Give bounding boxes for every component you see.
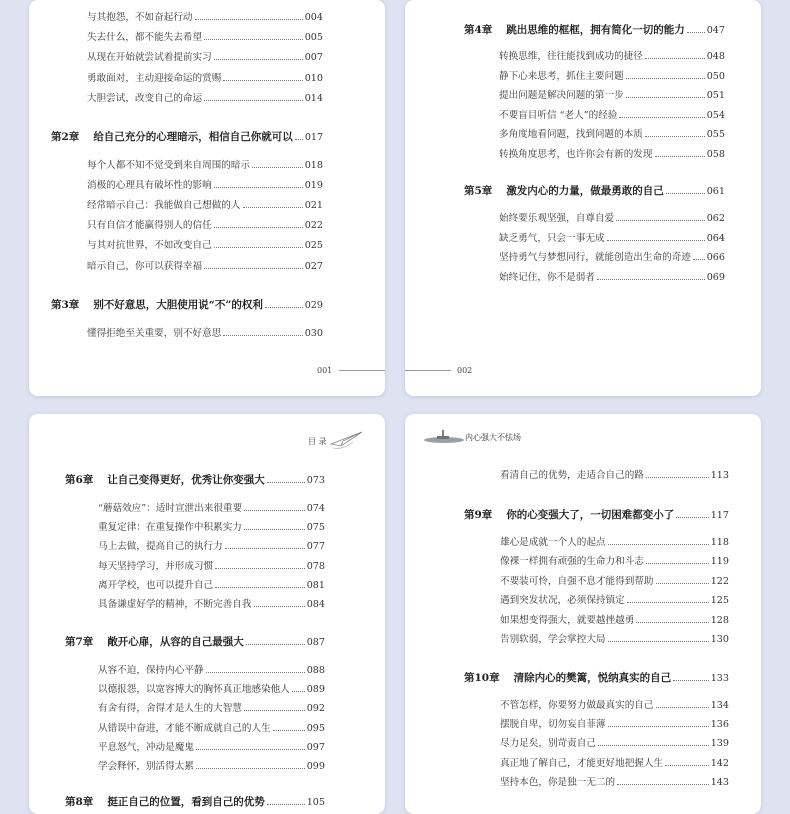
leader-dots [676,517,708,518]
entry-title: 转换角度思考，也许你会有新的发现 [499,149,653,160]
entry-page-number: 010 [304,72,323,84]
chapter-heading [464,22,725,37]
entry-page-number: 084 [306,599,325,610]
entry-page-number: 055 [706,129,725,141]
toc-entry [500,774,729,788]
toc-entry [98,596,325,610]
leader-dots [616,220,705,221]
entry-title: 如果想变得强大，就要越挫越勇 [500,614,635,626]
leader-dots [246,644,305,645]
leader-dots [195,19,303,20]
leader-dots [645,136,705,137]
entry-title: 懂得拒绝至关重要，别不好意思 [87,328,222,339]
entry-page-number: 050 [706,70,725,82]
toc-entry [87,217,323,231]
chapter-title: 给自己充分的心理暗示，相信自己你就可以 [93,131,293,143]
toc-entry [499,146,725,160]
chapter-page-number: 017 [304,132,324,143]
leader-dots [655,156,705,157]
entry-page-number: 081 [306,579,325,591]
entry-page-number: 027 [304,260,323,272]
leader-dots [645,58,705,59]
entry-page-number: 119 [710,556,729,568]
folio-rule [339,370,385,371]
toc-entry [98,720,325,734]
chapter-number: 第7章 [65,636,94,648]
toc-entry [500,612,729,626]
entry-page-number: 143 [710,776,729,788]
entry-page-number: 136 [710,719,729,731]
entry-title: 雄心是成就一个人的起点 [500,537,606,548]
entry-page-number: 118 [710,537,729,548]
leader-dots [196,749,305,750]
entry-page-number: 139 [710,738,729,750]
toc-entry [499,249,725,263]
leader-dots [665,765,709,766]
leader-dots [204,268,303,269]
toc-page-1 [29,0,385,396]
leader-dots [267,804,305,805]
leader-dots [273,730,305,731]
chapter-number: 第8章 [65,796,94,808]
entry-page-number: 054 [706,109,725,121]
entry-title: 不要装可怜，自强不息才能得到帮助 [500,575,654,587]
entry-title: 勇敢面对，主动迎接命运的赏赐 [87,72,222,84]
leader-dots [646,563,709,564]
toc-entry [500,716,729,730]
toc-entry [87,237,323,251]
leader-dots [225,548,305,549]
leader-dots [252,167,303,168]
entry-page-number: 075 [306,522,325,534]
chapter-title: 别不好意思，大胆使用说“不”的权利 [93,299,263,311]
toc-entry [500,735,729,749]
entry-page-number: 142 [710,757,729,769]
entry-title: 不管怎样，你要努力做最真实的自己 [500,700,654,711]
toc-entry [499,87,725,101]
leader-dots [214,187,303,188]
toc-entry [98,558,325,572]
entry-title: 不要盲目听信 “老人”的经验 [499,109,618,121]
entry-title: “蘑菇效应”：适时宣泄出来很重要 [98,503,243,514]
ship-icon [423,428,465,444]
entry-page-number: 048 [706,51,725,62]
entry-title: 重复定律：在重复操作中积累实力 [98,522,242,534]
entry-title: 失去什么，都不能失去希望 [87,32,203,44]
chapter-page-number: 133 [710,673,729,684]
toc-entry [499,107,725,121]
chapter-page-number: 105 [306,797,325,808]
chapter-page-number: 061 [706,186,725,197]
leader-dots [244,710,305,711]
chapter-number: 第5章 [464,185,493,197]
leader-dots [204,100,303,101]
entry-page-number: 134 [710,700,729,711]
chapter-heading [464,670,729,685]
entry-page-number: 030 [304,328,323,339]
entry-title: 具备谦虚好学的精神，不断完善自我 [98,599,252,610]
entry-title: 大胆尝试，改变自己的命运 [87,92,203,104]
chapter-heading [464,507,729,522]
chapter-title: 跳出思维的框框，拥有简化一切的能力 [506,24,685,36]
entry-title: 告别软弱，学会掌控大局 [500,634,606,645]
leader-dots [196,768,305,769]
toc-entry [499,210,725,224]
entry-page-number: 022 [304,220,323,232]
chapter-page-number: 087 [306,637,325,648]
leader-dots [292,691,305,692]
chapter-page-number: 073 [306,475,325,486]
leader-dots [214,59,303,60]
entry-title: 坚持本色，你是独一无二的 [500,776,616,788]
entry-page-number: 014 [304,92,323,104]
toc-entry [87,49,323,63]
leader-dots [597,279,705,280]
chapter-page-number: 117 [710,510,729,521]
entry-page-number: 089 [306,684,325,696]
chapter-title: 激发内心的力量，做最勇敢的自己 [506,185,664,197]
leader-dots [215,587,305,588]
chapter-number: 第9章 [464,509,493,521]
entry-title: 从容不迫，保持内心平静 [98,665,204,676]
chapter-number: 第3章 [51,299,80,311]
toc-entry [98,500,325,514]
leader-dots [608,726,709,727]
entry-title: 离开学校，也可以提升自己 [98,579,214,591]
entry-page-number: 069 [706,271,725,283]
toc-entry [500,697,729,711]
toc-entry [499,230,725,244]
entry-page-number: 066 [706,252,725,263]
entry-page-number: 128 [710,614,729,626]
entry-title: 只有自信才能赢得别人的信任 [87,220,212,232]
chapter-title: 挺正自己的位置，看到自己的优势 [107,796,265,808]
page-number: 001 [317,366,333,375]
leader-dots [214,247,303,248]
entry-page-number: 025 [304,240,323,252]
toc-entry [87,197,323,211]
entry-page-number: 064 [706,232,725,244]
entry-page-number: 077 [306,541,325,553]
chapter-title: 清除内心的樊篱，悦纳真实的自己 [513,672,672,684]
toc-entry [98,519,325,533]
leader-dots [223,335,302,336]
toc-entry [87,70,323,84]
page-number: 002 [457,366,473,375]
toc-entry [500,553,729,567]
leader-dots [265,307,303,308]
chapter-title: 你的心变强大了，一切困难都变小了 [506,509,675,521]
chapter-heading [464,183,725,198]
entry-title: 尽力足矣，别苛责自己 [500,738,596,750]
leader-dots [598,745,709,746]
entry-title: 真正地了解自己，才能更好地把握人生 [500,757,664,769]
leader-dots [244,510,305,511]
entry-page-number: 097 [306,741,325,753]
leader-dots [627,602,709,603]
entry-page-number: 092 [306,703,325,715]
entry-page-number: 095 [306,722,325,734]
entry-page-number: 130 [710,634,729,645]
entry-title: 每天坚持学习，并形成习惯 [98,560,214,572]
leader-dots [656,707,709,708]
entry-title: 暗示自己，你可以获得幸福 [87,260,203,272]
entry-page-number: 099 [306,761,325,772]
toc-entry [499,269,725,283]
leader-dots [608,544,709,545]
entry-page-number: 021 [304,200,323,212]
leader-dots [646,477,709,478]
toc-entry [98,538,325,552]
leader-dots [254,606,305,607]
toc-entry [87,29,323,43]
leader-dots [608,641,709,642]
leader-dots [693,259,705,260]
toc-entry [87,177,323,191]
toc-entry [87,258,323,272]
entry-title: 坚持勇气与梦想同行，就能创造出生命的奇迹 [499,252,691,263]
leader-dots [223,80,302,81]
entry-title: 看清自己的优势，走适合自己的路 [500,470,644,481]
folio-rule [405,370,451,371]
leader-dots [636,622,708,623]
toc-entry [98,577,325,591]
leader-dots [617,784,709,785]
entry-page-number: 051 [706,90,725,102]
entry-title: 学会释怀，别活得太累 [98,761,194,772]
toc-entry [499,48,725,62]
entry-title: 遇到突发状况，必须保持镇定 [500,595,625,607]
leader-dots [244,529,305,530]
leader-dots [673,680,709,681]
entry-page-number: 062 [706,213,725,224]
entry-title: 每个人都不知不觉受到来自周围的暗示 [87,160,251,171]
leader-dots [626,97,705,98]
toc-entry [499,126,725,140]
entry-page-number: 088 [306,665,325,676]
chapter-number: 第6章 [65,474,94,486]
entry-title: 摆脱自卑，切勿妄自菲薄 [500,719,606,731]
entry-title: 经常暗示自己：我能做自己想做的人 [87,200,241,212]
chapter-number: 第10章 [464,672,500,684]
leader-dots [243,207,303,208]
toc-entry [98,739,325,753]
chapter-title: 让自己变得更好，优秀让你变强大 [107,474,265,486]
chapter-heading [65,472,325,487]
chapter-number: 第2章 [51,131,80,143]
toc-page-4 [405,414,761,814]
entry-page-number: 005 [304,32,323,44]
entry-page-number: 004 [304,12,323,23]
entry-page-number: 018 [304,160,323,171]
toc-entry [98,681,325,695]
entry-title: 缺乏勇气，只会一事无成 [499,232,605,244]
entry-title: 静下心来思考，抓住主要问题 [499,70,624,82]
chapter-page-number: 029 [304,300,323,311]
leader-dots [215,568,305,569]
leader-dots [626,78,705,79]
leader-dots [267,482,305,483]
entry-title: 以德报怨，以宽容博大的胸怀真正地感染他人 [98,684,290,696]
toc-page-2 [405,0,761,396]
entry-title: 提出问题是解决问题的第一步 [499,90,624,102]
leader-dots [204,39,303,40]
toc-entry [500,755,729,769]
chapter-number: 第4章 [464,24,493,36]
toc-entry [98,758,325,772]
entry-title: 马上去做，提高自己的执行力 [98,541,223,553]
chapter-title: 敞开心扉，从容的自己最强大 [107,636,244,648]
toc-entry [98,662,325,676]
toc-entry [500,631,729,645]
entry-page-number: 074 [306,503,325,514]
toc-entry [500,573,729,587]
paper-plane-icon [329,428,365,450]
entry-page-number: 019 [304,180,323,192]
leader-dots [295,139,303,140]
toc-entry [87,90,323,104]
running-header: 内心强大不怯场 [465,433,521,442]
entry-title: 有舍有得，舍得才是人生的大智慧 [98,703,242,715]
toc-entry [500,534,729,548]
chapter-page-number: 047 [706,25,725,36]
leader-dots [687,32,705,33]
leader-dots [666,193,705,194]
entry-title: 与其对抗世界，不如改变自己 [87,240,212,252]
entry-page-number: 113 [710,470,729,481]
leader-dots [656,583,709,584]
leader-dots [619,117,704,118]
toc-entry [500,592,729,606]
entry-page-number: 058 [706,149,725,160]
entry-title: 与其抱怨，不如奋起行动 [87,12,193,23]
toc-entry [500,467,729,481]
running-header: 目 录 [308,437,327,446]
entry-page-number: 007 [304,52,323,64]
toc-entry [98,700,325,714]
entry-title: 始终要乐观坚强，自尊自爱 [499,213,615,224]
entry-title: 消极的心理具有破坏性的影响 [87,180,212,192]
leader-dots [206,672,305,673]
entry-title: 平息怒气，冲动是魔鬼 [98,741,194,753]
toc-entry [87,157,323,171]
entry-title: 像裸一样拥有顽强的生命力和斗志 [500,556,644,568]
entry-title: 从现在开始就尝试着提前实习 [87,52,212,64]
entry-title: 转换思维，往往能找到成功的捷径 [499,51,643,62]
entry-page-number: 125 [710,595,729,607]
leader-dots [607,240,705,241]
chapter-heading [51,129,323,144]
chapter-heading [65,634,325,649]
entry-title: 多角度地看问题，找到问题的本质 [499,129,643,141]
chapter-heading [51,297,323,312]
toc-page-3 [29,414,385,814]
entry-title: 从错误中奋进，才能不断成就自己的人生 [98,722,271,734]
leader-dots [214,227,303,228]
toc-entry [87,9,323,23]
toc-entry [499,68,725,82]
toc-entry [87,325,323,339]
entry-page-number: 078 [306,560,325,572]
entry-title: 始终记住，你不是弱者 [499,271,595,283]
entry-page-number: 122 [710,575,729,587]
